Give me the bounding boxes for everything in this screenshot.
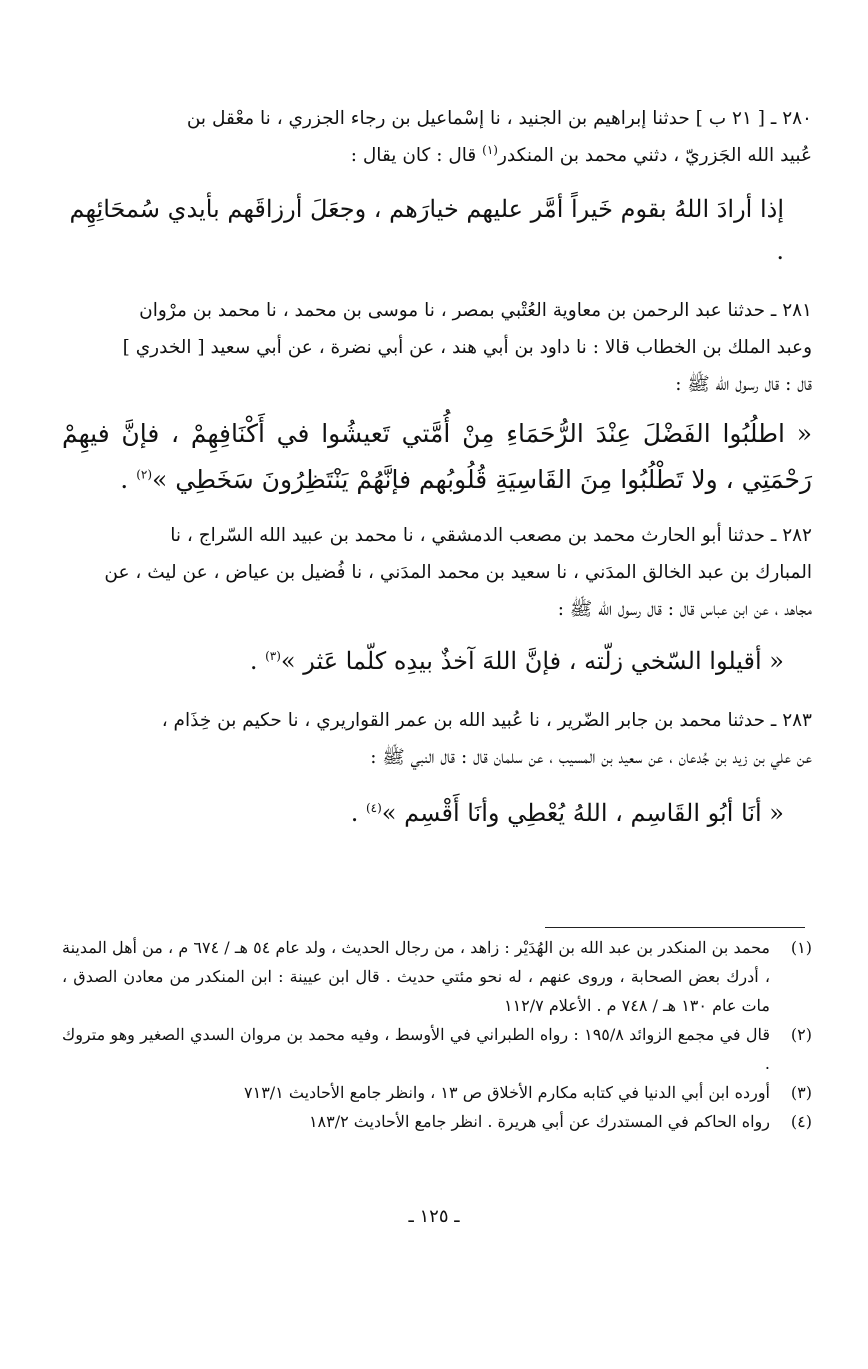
hadith-282-text: « أقيلوا السّخي زلّته ، فإنَّ اللهَ آخذٌ بيدِه كلّما عَثر » <box>280 647 784 675</box>
footnote-2-number: (٢) <box>790 1025 812 1044</box>
narration-281-line-1: ٢٨١ ـ حدثنا عبد الرحمن بن معاوية العُتْبي بمصر ، نا موسى بن محمد ، نا محمد بن مرْوان <box>139 300 812 321</box>
saying-280 <box>62 188 812 272</box>
narration-280-line-1: ٢٨٠ ـ [ ٢١ ب ] حدثنا إبراهيم بن الجنيد ، نا إسْماعيل بن رجاء الجزري ، نا معْقل بن <box>186 108 812 129</box>
narration-283 <box>62 702 812 776</box>
hadith-283-end: . <box>350 799 366 827</box>
narration-282 <box>62 517 812 628</box>
footnote-ref-3: (٣) <box>265 649 281 663</box>
narration-280-line-2-end: قال : كان يقال : <box>350 145 483 166</box>
main-text <box>62 100 812 834</box>
narration-280 <box>62 100 812 174</box>
narration-282-line-3: مجاهد ، عن ابن عباس قال : قال رسول الله ﷺ : <box>557 599 812 620</box>
footnote-ref-4: (٤) <box>365 801 382 815</box>
hadith-281-text: « اطلُبُوا الفَضْلَ عِنْدَ الرُّحَمَاءِ مِنْ أُمَّتي تَعيشُوا في أَكْنَافِهِمْ ، فإنَّ فيهِمْ رَحْمَتِي ، ولا تَطْلُبُوا مِنَ القَاسِيَةِ قُلُوبُهم فإنَّهُمْ يَنْتَظِرُونَ سَخَطِي » <box>62 419 812 494</box>
footnote-3-text: أورده ابن أبي الدنيا في كتابه مكارم الأخلاق ص ١٣ ، وانظر جامع الأحاديث ٧١٣/١ <box>244 1083 770 1102</box>
hadith-281 <box>62 411 812 503</box>
footnotes <box>62 933 812 1136</box>
footnote-1-number: (١) <box>790 938 812 957</box>
footnote-4-number: (٤) <box>790 1112 812 1131</box>
narration-281 <box>62 292 812 403</box>
footnote-1-text: محمد بن المنكدر بن عبد الله بن الهُدَيْر : زاهد ، من رجال الحديث ، ولد عام ٥٤ هـ / ٦٧٤ م ، من أهل المدينة ، أدرك بعض الصحابة ، وروى عنهم ، له نحو مئتي حديث . قال ابن عيينة : ابن المنكدر من معادن الصدق ، مات عام ١٣٠ هـ / ٧٤٨ م . الأعلام ١١٢/٧ <box>62 938 771 1015</box>
narration-281-line-3: قال : قال رسول الله ﷺ : <box>675 374 812 395</box>
footnote-ref-2: (٢) <box>136 467 153 482</box>
page-number: ـ ١٢٥ ـ <box>408 1206 460 1227</box>
footnote-3 <box>62 1078 812 1107</box>
hadith-283-text: « أنَا أبُو القَاسِم ، اللهُ يُعْطِي وأنَا أَقْسِم » <box>381 799 784 827</box>
hadith-281-end: . <box>120 465 137 494</box>
narration-280-line-2: عُبيد الله الجَزريّ ، دثني محمد بن المنكدر <box>497 145 812 166</box>
footnote-3-number: (٣) <box>790 1083 812 1102</box>
hadith-283 <box>62 792 812 834</box>
hadith-282 <box>62 640 812 682</box>
footnote-1 <box>62 933 812 1020</box>
footnote-divider <box>545 927 805 928</box>
narration-283-line-2: عن علي بن زيد بن جُدعان ، عن سعيد بن المسيب ، عن سلمان قال : قال النبي ﷺ : <box>370 747 812 768</box>
narration-282-line-1: ٢٨٢ ـ حدثنا أبو الحارث محمد بن مصعب الدمشقي ، نا محمد بن عبيد الله السّراج ، نا <box>170 525 812 546</box>
narration-282-line-2: المبارك بن عبد الخالق المدَني ، نا سعيد بن محمد المدَني ، نا فُضيل بن عياض ، عن ليث ، عن <box>104 562 812 583</box>
narration-283-line-1: ٢٨٣ ـ حدثنا محمد بن جابر الضّرير ، نا عُبيد الله بن عمر القواريري ، نا حكيم بن خِذَام ، <box>161 710 812 731</box>
saying-280-text: إذا أرادَ اللهُ بقوم خَيراً أمَّر عليهم خيارَهم ، وجعَلَ أرزاقَهم بأيدي سُمحَائِهِم . <box>69 195 784 265</box>
footnote-ref-1: (١) <box>482 142 498 157</box>
narration-281-line-2: وعبد الملك بن الخطاب قالا : نا داود بن أبي هند ، عن أبي نضرة ، عن أبي سعيد [ الخدري ] <box>122 337 812 358</box>
footnote-4 <box>62 1107 812 1136</box>
hadith-282-end: . <box>249 647 266 675</box>
footnote-2-text: قال في مجمع الزوائد ١٩٥/٨ : رواه الطبراني في الأوسط ، وفيه محمد بن مروان السدي الصغير وهو متروك . <box>62 1025 771 1073</box>
footnote-4-text: رواه الحاكم في المستدرك عن أبي هريرة . انظر جامع الأحاديث ١٨٣/٢ <box>308 1112 770 1131</box>
footnote-2 <box>62 1020 812 1078</box>
